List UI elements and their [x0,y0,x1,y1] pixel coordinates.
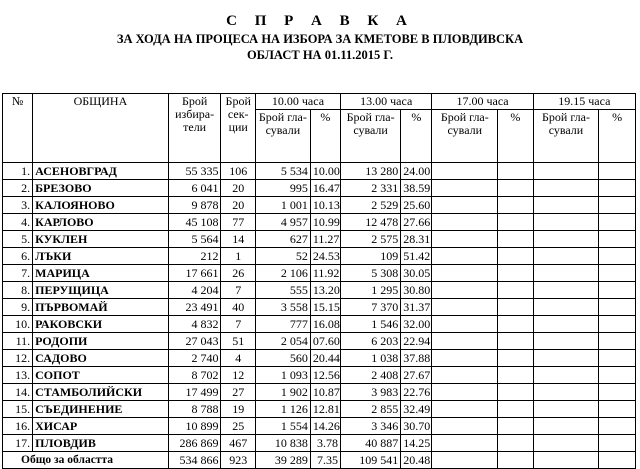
municipality-name: ЛЪКИ [33,248,169,265]
row-number: 5. [3,231,33,248]
voters-count: 286 869 [168,435,221,452]
percent-1000: 24.53 [310,248,340,265]
header-time-1300: 13.00 часа [340,94,431,110]
percent-1000: 14.26 [310,418,340,435]
voted-1000: 52 [255,248,310,265]
voters-count: 8 702 [168,367,221,384]
voted-1700 [432,214,498,231]
voted-1000: 777 [255,316,310,333]
percent-1915 [599,418,636,435]
voted-1915 [533,435,599,452]
percent-1300: 22.76 [401,384,432,401]
percent-1300: 31.37 [401,299,432,316]
voters-count: 17 661 [168,265,221,282]
percent-1700 [498,299,534,316]
voted-1300: 2 529 [340,197,400,214]
voted-1300: 1 038 [340,350,400,367]
voted-1915 [533,384,599,401]
header-voted: Брой гла-сували [340,110,400,163]
sections-count: 4 [221,350,255,367]
sections-count: 14 [221,231,255,248]
percent-1915 [599,367,636,384]
voted-1700 [432,401,498,418]
row-number: 11. [3,333,33,350]
percent-1000: 10.87 [310,384,340,401]
total-voted-1700 [432,452,498,469]
percent-1700 [498,350,534,367]
percent-1915 [599,435,636,452]
table-row [3,350,636,367]
percent-1300: 30.05 [401,265,432,282]
row-number: 16. [3,418,33,435]
voted-1915 [533,248,599,265]
total-percent-1300: 20.48 [401,452,432,469]
municipality-name: СОПОТ [33,367,169,384]
voted-1700 [432,163,498,180]
municipality-name: ХИСАР [33,418,169,435]
voted-1000: 2 054 [255,333,310,350]
row-number: 10. [3,316,33,333]
percent-1000: 10.99 [310,214,340,231]
voted-1700 [432,197,498,214]
percent-1000: 20.44 [310,350,340,367]
voters-count: 17 499 [168,384,221,401]
percent-1700 [498,333,534,350]
voters-count: 2 740 [168,350,221,367]
voted-1915 [533,163,599,180]
percent-1915 [599,231,636,248]
voted-1915 [533,418,599,435]
total-percent-1700 [498,452,534,469]
municipality-name: КАЛОЯНОВО [33,197,169,214]
voted-1000: 1 902 [255,384,310,401]
municipality-name: КАРЛОВО [33,214,169,231]
voted-1700 [432,384,498,401]
percent-1915 [599,401,636,418]
percent-1700 [498,384,534,401]
row-number: 4. [3,214,33,231]
municipality-name: ПЕРУЩИЦА [33,282,169,299]
row-number: 3. [3,197,33,214]
table-row [3,384,636,401]
sections-count: 77 [221,214,255,231]
percent-1700 [498,401,534,418]
voters-count: 27 043 [168,333,221,350]
total-percent-1915 [599,452,636,469]
table-row [3,231,636,248]
voted-1915 [533,367,599,384]
percent-1915 [599,333,636,350]
voted-1300: 5 308 [340,265,400,282]
voted-1000: 1 126 [255,401,310,418]
row-number: 2. [3,180,33,197]
voted-1700 [432,248,498,265]
voted-1300: 2 575 [340,231,400,248]
sections-count: 1 [221,248,255,265]
percent-1915 [599,316,636,333]
percent-1700 [498,282,534,299]
total-row [3,452,636,469]
percent-1000: 10.13 [310,197,340,214]
percent-1300: 51.42 [401,248,432,265]
table-row [3,316,636,333]
total-voted-1300: 109 541 [340,452,400,469]
voted-1300: 2 855 [340,401,400,418]
percent-1300: 14.25 [401,435,432,452]
municipality-name: РАКОВСКИ [33,316,169,333]
voted-1300: 7 370 [340,299,400,316]
percent-1000: 12.56 [310,367,340,384]
voted-1915 [533,180,599,197]
voted-1300: 40 887 [340,435,400,452]
percent-1915 [599,282,636,299]
header-time-1700: 17.00 часа [432,94,533,110]
voted-1700 [432,231,498,248]
percent-1000: 10.00 [310,163,340,180]
header-time-1915: 19.15 часа [533,94,635,110]
percent-1300: 27.67 [401,367,432,384]
table-row [3,265,636,282]
table-row [3,435,636,452]
sections-count: 40 [221,299,255,316]
percent-1700 [498,367,534,384]
voted-1300: 3 983 [340,384,400,401]
percent-1000: 13.20 [310,282,340,299]
percent-1700 [498,197,534,214]
table-row [3,401,636,418]
sections-count: 20 [221,197,255,214]
municipality-name: СЪЕДИНЕНИЕ [33,401,169,418]
header-percent: % [310,110,340,163]
table-row [3,214,636,231]
voted-1915 [533,299,599,316]
voted-1700 [432,333,498,350]
header-time-1000: 10.00 часа [255,94,340,110]
header-sections: Брой сек-ции [221,94,255,163]
total-voted-1000: 39 289 [255,452,310,469]
voted-1300: 6 203 [340,333,400,350]
voted-1300: 1 546 [340,316,400,333]
percent-1000: 3.78 [310,435,340,452]
header-voters: Брой избира-тели [168,94,221,163]
percent-1700 [498,214,534,231]
voted-1700 [432,316,498,333]
total-sections: 923 [221,452,255,469]
percent-1700 [498,265,534,282]
sections-count: 25 [221,418,255,435]
table-row [3,299,636,316]
municipality-name: РОДОПИ [33,333,169,350]
percent-1300: 38.59 [401,180,432,197]
percent-1000: 12.81 [310,401,340,418]
sections-count: 467 [221,435,255,452]
percent-1000: 11.27 [310,231,340,248]
voted-1000: 2 106 [255,265,310,282]
voters-count: 10 899 [168,418,221,435]
header-no: № [3,94,33,163]
table-row [3,282,636,299]
sections-count: 7 [221,282,255,299]
voted-1000: 560 [255,350,310,367]
voted-1915 [533,333,599,350]
percent-1700 [498,231,534,248]
voted-1915 [533,197,599,214]
voted-1000: 1 554 [255,418,310,435]
total-voted-1915 [533,452,599,469]
row-number: 9. [3,299,33,316]
total-voters: 534 866 [168,452,221,469]
voted-1915 [533,214,599,231]
row-number: 6. [3,248,33,265]
percent-1000: 16.47 [310,180,340,197]
municipality-name: КУКЛЕН [33,231,169,248]
municipality-name: БРЕЗОВО [33,180,169,197]
voters-count: 45 108 [168,214,221,231]
voted-1700 [432,180,498,197]
municipality-name: АСЕНОВГРАД [33,163,169,180]
table-row [3,248,636,265]
percent-1915 [599,163,636,180]
sections-count: 27 [221,384,255,401]
percent-1300: 30.70 [401,418,432,435]
percent-1300: 25.60 [401,197,432,214]
percent-1915 [599,350,636,367]
voted-1000: 995 [255,180,310,197]
voted-1915 [533,350,599,367]
percent-1915 [599,197,636,214]
row-number: 13. [3,367,33,384]
voters-count: 4 832 [168,316,221,333]
voted-1000: 627 [255,231,310,248]
voted-1700 [432,299,498,316]
percent-1700 [498,316,534,333]
percent-1700 [498,163,534,180]
voted-1915 [533,231,599,248]
municipality-name: ПЪРВОМАЙ [33,299,169,316]
percent-1000: 11.92 [310,265,340,282]
percent-1000: 07.60 [310,333,340,350]
header-percent: % [599,110,636,163]
row-number: 1. [3,163,33,180]
voted-1700 [432,265,498,282]
header-percent: % [498,110,534,163]
table-row [3,333,636,350]
percent-1915 [599,384,636,401]
voted-1915 [533,316,599,333]
municipality-name: САДОВО [33,350,169,367]
percent-1700 [498,180,534,197]
voted-1300: 2 408 [340,367,400,384]
percent-1000: 15.15 [310,299,340,316]
voters-count: 8 788 [168,401,221,418]
voted-1000: 3 558 [255,299,310,316]
percent-1300: 27.66 [401,214,432,231]
voted-1915 [533,401,599,418]
sections-count: 106 [221,163,255,180]
table-row [3,197,636,214]
voters-count: 4 204 [168,282,221,299]
header-voted: Брой гла-сували [255,110,310,163]
voted-1700 [432,282,498,299]
percent-1700 [498,248,534,265]
percent-1300: 32.00 [401,316,432,333]
percent-1300: 24.00 [401,163,432,180]
voted-1700 [432,367,498,384]
percent-1300: 22.94 [401,333,432,350]
voted-1300: 2 331 [340,180,400,197]
voted-1000: 555 [255,282,310,299]
percent-1000: 16.08 [310,316,340,333]
voted-1915 [533,282,599,299]
municipality-name: ПЛОВДИВ [33,435,169,452]
voted-1000: 5 534 [255,163,310,180]
percent-1915 [599,299,636,316]
percent-1915 [599,265,636,282]
voted-1000: 4 957 [255,214,310,231]
voted-1700 [432,418,498,435]
table-row [3,163,636,180]
percent-1300: 30.80 [401,282,432,299]
voted-1000: 1 093 [255,367,310,384]
table-row [3,180,636,197]
voted-1300: 3 346 [340,418,400,435]
row-number: 12. [3,350,33,367]
table-row [3,367,636,384]
voted-1300: 12 478 [340,214,400,231]
header-voted: Брой гла-сували [432,110,498,163]
voters-count: 6 041 [168,180,221,197]
document-title: С П Р А В К А [226,13,414,29]
voters-count: 212 [168,248,221,265]
table-row [3,418,636,435]
sections-count: 26 [221,265,255,282]
percent-1700 [498,418,534,435]
row-number: 8. [3,282,33,299]
percent-1300: 32.49 [401,401,432,418]
percent-1915 [599,248,636,265]
row-number: 17. [3,435,33,452]
voted-1300: 13 280 [340,163,400,180]
total-label: Общо за областта [3,452,169,469]
percent-1915 [599,180,636,197]
total-percent-1000: 7.35 [310,452,340,469]
row-number: 14. [3,384,33,401]
voters-count: 9 878 [168,197,221,214]
sections-count: 7 [221,316,255,333]
header-municipality: ОБЩИНА [33,94,169,163]
voters-count: 5 564 [168,231,221,248]
sections-count: 19 [221,401,255,418]
percent-1300: 28.31 [401,231,432,248]
voted-1000: 10 838 [255,435,310,452]
header-voted: Брой гла-сували [533,110,599,163]
voted-1915 [533,265,599,282]
sections-count: 12 [221,367,255,384]
voted-1700 [432,435,498,452]
municipality-name: МАРИЦА [33,265,169,282]
percent-1300: 37.88 [401,350,432,367]
sections-count: 20 [221,180,255,197]
document-subtitle-line1: ЗА ХОДА НА ПРОЦЕСА НА ИЗБОРА ЗА КМЕТОВЕ В ПЛОВДИВСКА [116,32,524,46]
sections-count: 51 [221,333,255,350]
turnout-table [2,93,636,469]
voters-count: 23 491 [168,299,221,316]
percent-1915 [599,214,636,231]
document-subtitle-line2: ОБЛАСТ НА 01.11.2015 Г. [246,48,394,62]
voted-1300: 1 295 [340,282,400,299]
percent-1700 [498,435,534,452]
row-number: 7. [3,265,33,282]
row-number: 15. [3,401,33,418]
municipality-name: СТАМБОЛИЙСКИ [33,384,169,401]
voters-count: 55 335 [168,163,221,180]
header-percent: % [401,110,432,163]
voted-1000: 1 001 [255,197,310,214]
voted-1700 [432,350,498,367]
voted-1300: 109 [340,248,400,265]
